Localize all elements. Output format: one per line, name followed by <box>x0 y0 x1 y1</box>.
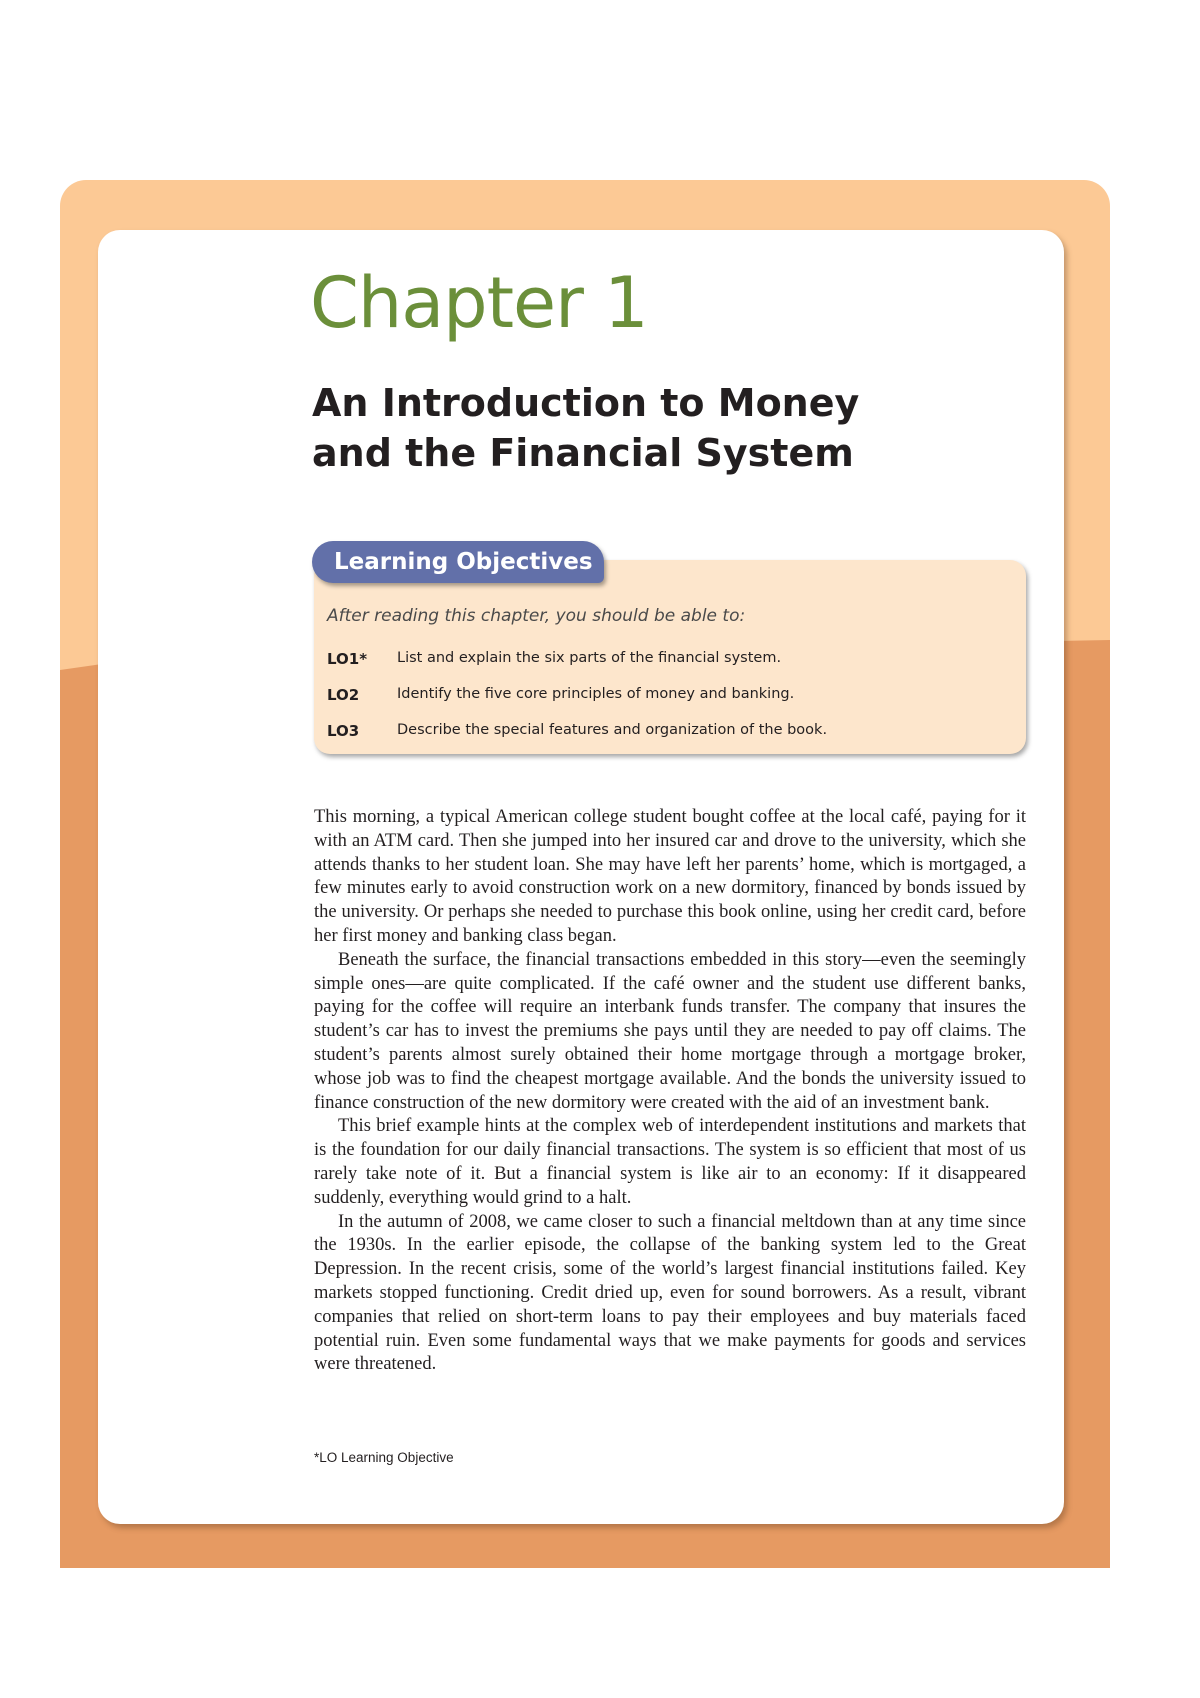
body-paragraph: In the autumn of 2008, we came closer to such a financial meltdown than at any time since the 1930s. In the earlier episode, the collapse of the banking system led to the Great Depression. In the recent crisis, some of the world’s largest financial institutions failed. Key markets stopped functioning. Credit dried up, even for sound borrowers. As a result, vibrant companies that relied on short-term loans to pay their employees and buy materials faced potential ruin. Even some fundamental ways that we make payments for goods and services were threatened. <box>314 1211 1026 1375</box>
learning-objectives-intro: After reading this chapter, you should be able to: <box>327 606 746 626</box>
learning-objective-code: LO3 <box>327 722 360 740</box>
learning-objective-code: LO2 <box>327 686 360 704</box>
body-paragraph: This brief example hints at the complex web of interdependent institutions and markets that is the foundation for our daily financial transactions. The system is so efficient that most of us rarely take note of it. But a financial system is like air to an economy: If it disappeared suddenly, everything would grind to a halt. <box>314 1116 1026 1208</box>
chapter-title-line-2: and the Financial System <box>312 431 854 475</box>
body-paragraph: This morning, a typical American college student bought coffee at the local café, paying for it with an ATM card. Then she jumped into her insured car and drove to the university, which she attends thanks to her student loan. She may have left her parents’ home, which is mortgaged, a few minutes early to avoid construction work on a new dormitory, financed by bonds issued by the university. Or perhaps she needed to purchase this book online, using her credit card, before her first money and banking class began. <box>314 807 1026 946</box>
learning-objectives-heading: Learning Objectives <box>312 541 604 583</box>
chapter-label: Chapter 1 <box>310 262 648 344</box>
body-text <box>314 806 1026 1377</box>
learning-objective-text: Identify the five core principles of money and banking. <box>397 686 795 702</box>
footnote: *LO Learning Objective <box>314 1450 454 1465</box>
chapter-title <box>312 378 1072 478</box>
learning-objective-text: Describe the special features and organization of the book. <box>397 722 828 738</box>
learning-objective-text: List and explain the six parts of the financial system. <box>397 650 782 666</box>
chapter-title-line-1: An Introduction to Money <box>312 381 860 425</box>
body-paragraph: Beneath the surface, the financial transactions embedded in this story—even the seemingly simple ones—are quite complicated. If the café owner and the student use different banks, paying for the coffee will require an interbank funds transfer. The company that insures the student’s car has to invest the premiums she pays until they are needed to pay off claims. The student’s parents almost surely obtained their home mortgage through a mortgage broker, whose job was to find the cheapest mortgage available. And the bonds the university issued to finance construction of the new dormitory were created with the aid of an investment bank. <box>314 949 1026 1113</box>
learning-objective-code: LO1* <box>327 650 368 668</box>
